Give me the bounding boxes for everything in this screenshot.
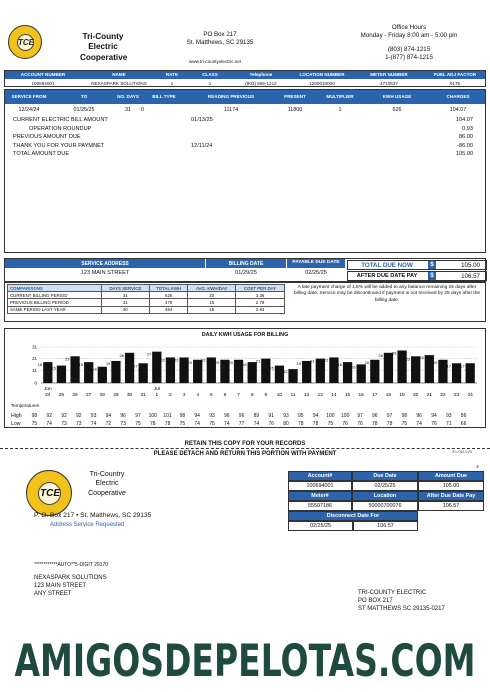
header-class: CLASS	[202, 71, 218, 77]
no-days: 31	[125, 107, 131, 113]
temp-high-value: 100	[341, 413, 350, 419]
bar-value-label: 20	[432, 359, 438, 365]
temp-low-value: 75	[135, 421, 141, 427]
temp-high-label: High	[11, 413, 22, 419]
temp-low-value: 74	[416, 421, 422, 427]
location-number: 1200010000	[309, 80, 335, 86]
temp-low-value: 76	[268, 421, 274, 427]
header	[0, 0, 490, 68]
service-address-label: SERVICE ADDRESS	[5, 259, 205, 268]
x-tick-label: 11	[290, 393, 296, 398]
billing-date: 01/29/25	[235, 270, 257, 276]
stub-header-meter: Meter#	[288, 491, 352, 501]
header-multiplier: MULTIPLIER	[326, 93, 354, 99]
bar-value-label: 19	[105, 360, 111, 366]
payable-due-date: 02/25/25	[305, 270, 327, 276]
x-tick-label: 6	[223, 393, 227, 398]
temp-low-value: 74	[253, 421, 260, 427]
y-tick-label: 21	[32, 356, 37, 362]
x-tick-label: 23	[453, 393, 460, 398]
temp-high-value: 97	[357, 413, 363, 419]
service-address: 123 MAIN STREET	[80, 270, 130, 276]
bar-value-label: 17	[133, 363, 138, 369]
charge-line: CURRENT ELECTRIC BILL AMOUNT 01/13/25 104.07	[13, 117, 473, 123]
x-tick-label: 2	[169, 393, 172, 398]
temp-high-value: 97	[386, 413, 393, 419]
temp-low-value: 75	[179, 421, 186, 427]
kwh-usage: 626	[392, 107, 402, 113]
table-row: SAME PERIOD LAST YEAR 30 464 15 2.93	[8, 306, 285, 313]
table-row: PREVIOUS BILLING PERIOD 31 479 15 2.78	[8, 299, 285, 306]
bar-value-label: 26	[119, 352, 124, 358]
service-from: 12/24/24	[18, 107, 40, 113]
bar	[111, 361, 120, 383]
bar	[84, 362, 93, 383]
stub-meter-number: 55507186	[288, 501, 352, 511]
header-account-number: ACCOUNT NUMBER	[20, 71, 66, 77]
x-tick-label: 24	[467, 393, 473, 398]
comparisons-box	[4, 282, 486, 322]
stub-disconnect-amount: 106.57	[353, 521, 418, 531]
temp-high-value: 101	[163, 413, 172, 419]
service-row	[5, 106, 485, 114]
charges-list	[13, 116, 483, 159]
class: 1	[208, 80, 212, 86]
charges-amount: 104.07	[449, 107, 467, 113]
temp-high-row	[5, 413, 487, 420]
bar	[98, 367, 107, 383]
late-payment-notice: A late payment charge of 1.5% will be added to any balance remaining 15 days after billing date. Service may be discontinued if payment is not received by 25 days after the billing date.	[293, 285, 481, 303]
logo-initials: TCE	[18, 38, 34, 47]
billing-date-label: BILLING DATE	[206, 259, 286, 268]
stub-amount-due: 105.00	[418, 481, 484, 491]
x-tick-label: 22	[440, 393, 446, 398]
header-location-number: LOCATION NUMBER	[299, 71, 345, 77]
comparisons-header: COMPARISONS	[8, 285, 102, 292]
summary-bar	[4, 258, 486, 282]
bar-value-label: 17	[460, 363, 465, 369]
remit-address: TRI-COUNTY ELECTRIC PO BOX 217 ST MATTHEWS SC 29135-0217	[358, 590, 445, 612]
temp-high-value: 92	[76, 413, 82, 419]
reading-present: 11800	[287, 107, 303, 113]
bar-value-label: 12	[282, 369, 288, 375]
bar-value-label: 24	[419, 355, 424, 361]
detach-line	[0, 448, 490, 449]
temp-high-value: 94	[105, 413, 112, 419]
stub-disconnect-label: Disconnect Date For	[288, 511, 418, 521]
after-due-label: AFTER DUE DATE PAY	[356, 273, 418, 279]
mailing-barcode-line: ************AUTO**5-DIGIT 29170	[34, 562, 109, 568]
header-kwh-usage: KWH USAGE	[382, 93, 412, 99]
temp-low-value: 74	[194, 421, 200, 427]
header-telephone: Telephone	[249, 71, 273, 77]
company-address: PO Box 217 St. Matthews, SC 29135	[186, 31, 254, 47]
x-tick-label: 27	[86, 393, 92, 398]
bar-value-label: 21	[310, 358, 315, 364]
telephone: (803) 555-1212	[245, 80, 277, 86]
stub-payment-table	[288, 471, 484, 533]
bar	[193, 360, 202, 383]
bar-value-label: 15	[269, 365, 274, 371]
bar-value-label: 15	[51, 365, 56, 371]
bar-value-label: 27	[146, 351, 152, 357]
temp-low-label: Low	[11, 421, 21, 427]
x-tick-label: 8	[250, 393, 254, 398]
x-tick-label: 16	[358, 393, 364, 398]
charges-box	[4, 89, 486, 253]
bar-value-label: 17	[446, 363, 451, 369]
x-tick-label: 1	[155, 393, 159, 398]
x-tick-label: 28	[99, 393, 105, 398]
bar-value-label: 19	[296, 360, 302, 366]
temp-high-value: 98	[31, 413, 38, 419]
x-tick-label: 12	[304, 393, 310, 398]
bar-value-label: 20	[187, 359, 193, 365]
temp-low-value: 78	[164, 421, 171, 427]
stub-header-location: Location	[352, 491, 418, 501]
temperatures-label: Temperatures	[11, 403, 40, 408]
bar	[70, 356, 79, 383]
temp-low-value: 75	[31, 421, 38, 427]
temp-high-value: 96	[120, 413, 126, 419]
x-tick-label: 17	[372, 393, 378, 398]
charge-line: TOTAL AMOUNT DUE 105.00	[13, 151, 473, 158]
after-due-amount: 106.57	[461, 272, 480, 280]
bar-value-label: 26	[378, 352, 383, 358]
after-due-currency: $	[428, 272, 436, 280]
header-reading-previous: READING PREVIOUS	[207, 93, 255, 99]
header-charges: CHARGES	[446, 93, 470, 99]
temp-high-value: 94	[312, 413, 319, 419]
stub-logo	[26, 470, 72, 516]
temp-low-value: 78	[312, 421, 319, 427]
comparisons-table: COMPARISONS DAYS SERVICE TOTAL KWH AVG. KWH/DAY COST PER DAY CURRENT BILLING PERIOD 31 626 20 3.36 PREVIOUS BILLING PERIOD 31 479 15 2.78 SAME PERIOD LAST YEAR 30 464 15 2.93	[7, 284, 285, 314]
month-label: Jul	[153, 387, 160, 392]
temp-high-value: 97	[135, 413, 141, 419]
temp-low-value: 73	[76, 421, 82, 427]
multiplier: 1	[338, 107, 342, 113]
bar-value-label: 28	[391, 350, 397, 356]
bar-value-label: 23	[405, 356, 411, 362]
bar-value-label: 18	[37, 362, 43, 368]
stub-address: P. O. Box 217 • St. Matthews, SC 29135	[34, 512, 152, 519]
month-label: Jun	[43, 387, 52, 392]
customer-name: NEXASPARK SOLUTIONS	[91, 80, 147, 86]
header-service-from: SERVICE FROM	[11, 93, 47, 99]
temp-low-value: 72	[105, 421, 112, 427]
temp-high-value: 96	[238, 413, 245, 419]
temp-low-value: 71	[446, 421, 452, 427]
x-tick-label: 13	[317, 393, 323, 398]
table-row: CURRENT BILLING PERIOD 31 626 20 3.36	[8, 292, 285, 299]
x-tick-label: 20	[413, 393, 419, 398]
temp-low-value: 76	[431, 421, 437, 427]
temp-low-value: 78	[298, 421, 304, 427]
temp-high-value: 98	[179, 413, 186, 419]
bar-value-label: 22	[160, 357, 165, 363]
header-meter-number: METER NUMBER	[370, 71, 408, 77]
header-rate: RATE	[165, 71, 179, 77]
stub-after-due-amount: 106.57	[418, 501, 484, 511]
after-due-box	[347, 271, 487, 281]
stub-address-service: Address Service Requested	[50, 522, 125, 528]
temp-low-row	[5, 421, 487, 428]
total-due-currency: $	[428, 261, 436, 269]
x-tick-label: 4	[196, 393, 200, 398]
bar-value-label: 21	[255, 358, 261, 364]
bar-value-label: 22	[323, 357, 329, 363]
x-tick-label: 21	[426, 393, 432, 398]
temp-low-value: 77	[238, 421, 245, 427]
total-due-box	[347, 260, 487, 270]
temp-high-value: 91	[268, 413, 274, 419]
temp-high-value: 96	[416, 413, 422, 419]
x-tick-label: 3	[182, 393, 186, 398]
charge-line: THANK YOU FOR YOUR PAYMNET 12/11/24 -86.00	[13, 142, 473, 149]
bar	[152, 352, 161, 383]
reading-previous: 11174	[223, 107, 239, 113]
bar-value-label: 18	[78, 362, 84, 368]
temp-high-value: 93	[209, 413, 215, 419]
temp-high-value: 93	[446, 413, 452, 419]
temp-high-value: 86	[460, 413, 467, 419]
bar-value-label: 22	[173, 357, 179, 363]
bar-value-label: 20	[364, 359, 370, 365]
bar-value-label: 14	[92, 366, 97, 372]
temp-high-value: 100	[148, 413, 157, 419]
stub-logo-initials: TCE	[40, 488, 60, 499]
bar	[357, 364, 366, 383]
temp-high-value: 89	[253, 413, 260, 419]
x-tick-label: 30	[126, 393, 133, 398]
temp-high-value: 94	[431, 413, 437, 419]
temp-low-value: 76	[357, 421, 363, 427]
temp-low-value: 80	[283, 421, 289, 427]
rate: 1	[170, 80, 174, 86]
stub-company-name: Tri-Country Electric Cooperative	[88, 471, 126, 497]
stub-account-number: 100694001	[288, 481, 352, 491]
bar-value-label: 23	[64, 356, 70, 362]
stub-header-account: Account#	[288, 471, 352, 481]
temp-low-value: 78	[150, 421, 156, 427]
fuel-adj-factor: 0175	[449, 80, 461, 86]
x-tick-label: 7	[237, 393, 240, 398]
bar	[261, 359, 270, 383]
x-tick-label: 18	[385, 393, 392, 398]
temp-high-value: 93	[283, 413, 289, 419]
bar	[57, 366, 66, 383]
mailing-address: NEXASPARK SOLUTIONS 123 MAIN STREET ANY STREET	[34, 575, 107, 597]
temp-low-value: 74	[90, 421, 97, 427]
x-tick-label: 24	[45, 393, 51, 398]
temp-high-value: 93	[90, 413, 97, 419]
header-name: NAME	[112, 71, 126, 77]
office-hours: Office Hours Monday - Friday 8:00 am - 5:00 pm (803) 874-1215 1-(877) 874-1215	[360, 24, 458, 62]
temp-high-value: 100	[326, 413, 335, 419]
stub-header-after-due: After Due Date Pay	[418, 491, 484, 501]
header-no-days: NO. DAYS	[117, 93, 139, 99]
temp-high-value: 96	[372, 413, 378, 419]
x-tick-label: 15	[344, 393, 351, 398]
bar	[411, 356, 420, 383]
temp-low-value: 66	[460, 421, 467, 427]
bill-type: 0	[141, 107, 144, 113]
temp-low-value: 78	[386, 421, 393, 427]
x-tick-label: 26	[72, 393, 78, 398]
y-tick-label: 31	[32, 344, 37, 350]
temp-high-value: 92	[46, 413, 52, 419]
x-tick-label: 29	[113, 393, 119, 398]
temp-low-value: 73	[61, 421, 67, 427]
bar	[139, 363, 148, 383]
bar-value-label: 20	[214, 359, 220, 365]
temp-high-value: 96	[224, 413, 230, 419]
header-to: TO	[80, 93, 88, 99]
company-name: Tri-County Electric Cooperative	[80, 32, 128, 62]
temp-low-value: 75	[209, 421, 215, 427]
charge-line: OPERATION ROUNDUP 0.93	[29, 125, 473, 132]
payable-due-label: PAYABLE DUE DATE	[287, 259, 345, 268]
temp-low-value: 75	[401, 421, 408, 427]
retain-text: RETAIN THIS COPY FOR YOUR RECORDS	[184, 441, 306, 447]
bar-value-label: 22	[201, 357, 206, 363]
form-code: SC/0614/25	[452, 450, 473, 454]
temp-high-value: 94	[194, 413, 200, 419]
meter-number: 4710537	[380, 80, 398, 86]
stub-header-amount-due: Amount Due	[418, 471, 484, 481]
temp-high-value: 92	[61, 413, 67, 419]
account-table-header	[5, 71, 485, 79]
x-tick-label: 25	[58, 393, 65, 398]
bar	[370, 360, 379, 383]
bar	[466, 363, 475, 383]
x-tick-label: 9	[264, 393, 268, 398]
detach-text: PLEASE DETACH AND RETURN THIS PORTION WITH PAYMENT	[153, 451, 337, 457]
bar-value-label: 20	[228, 359, 233, 365]
total-due-amount: 105.00	[461, 261, 480, 269]
temp-low-value: 74	[46, 421, 52, 427]
header-present: PRESENT	[284, 93, 306, 99]
bar	[248, 362, 257, 383]
temp-high-value: 98	[401, 413, 408, 419]
bar-value-label: 16	[351, 364, 356, 370]
y-tick-label: 0	[34, 380, 37, 386]
account-table	[4, 70, 486, 87]
bar	[302, 361, 311, 383]
x-tick-label: 14	[331, 393, 337, 398]
company-website[interactable]: www.tri-countyelectric.net	[188, 59, 242, 64]
stub-due-date: 02/25/25	[352, 481, 418, 491]
temp-low-value: 76	[342, 421, 348, 427]
x-tick-label: 10	[276, 393, 283, 398]
stub-header-due-date: Due Date	[352, 471, 418, 481]
header-fuel-adj: FUEL ADJ FACTOR	[433, 71, 477, 77]
chart-title: DAILY KWH USAGE FOR BILLING	[201, 332, 289, 338]
account-table-values	[5, 79, 485, 87]
header-bill-type: BILL TYPE	[152, 93, 176, 99]
stub-disconnect-date: 02/25/25	[288, 521, 353, 531]
bar	[384, 353, 393, 383]
temp-high-value: 95	[298, 413, 304, 419]
bar-value-label: 18	[337, 362, 342, 368]
temp-low-value: 75	[327, 421, 334, 427]
charge-line: PREVIOUS AMOUNT DUE 86.00	[13, 134, 473, 141]
stub-location: 50000700076	[352, 501, 418, 511]
bar	[288, 369, 297, 383]
temp-low-value: 74	[224, 421, 230, 427]
watermark: AMIGOSDEPELOTAS.COM	[14, 634, 476, 687]
temp-low-value: 73	[120, 421, 126, 427]
service-to: 01/25/25	[73, 107, 95, 113]
y-tick-label: 11	[32, 367, 37, 373]
usage-chart-box	[4, 328, 486, 428]
x-tick-label: 19	[399, 393, 405, 398]
bar-value-label: 18	[242, 362, 247, 368]
service-table-header	[5, 90, 485, 104]
company-logo	[8, 25, 42, 59]
usage-chart	[5, 339, 487, 403]
total-due-label: TOTAL DUE NOW	[361, 261, 413, 269]
temp-low-value: 78	[372, 421, 378, 427]
page-number: 3	[476, 464, 479, 469]
account-number: 100694001	[31, 80, 55, 86]
x-tick-label: 31	[140, 393, 146, 398]
x-tick-label: 5	[209, 393, 213, 398]
